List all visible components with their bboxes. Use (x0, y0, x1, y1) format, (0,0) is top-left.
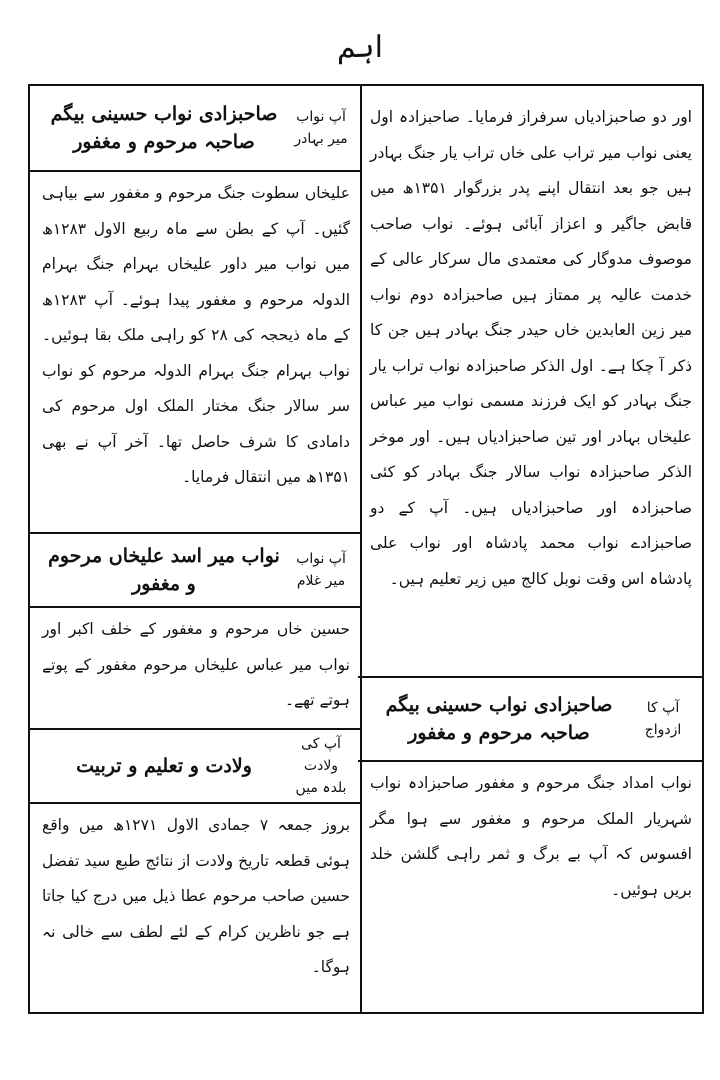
left-heading-row-3 (30, 728, 360, 804)
left-paragraph-2: حسین خاں مرحوم و مغفور کے خلف اکبر اور نواب میر عباس علیخاں مرحوم مغفور کے پوتے ہوتے تھے۔ (42, 620, 350, 709)
right-paragraph-1: اور دو صاحبزادیاں سرفراز فرمایا۔ صاحبزادہ اول یعنی نواب میر تراب علی خاں تراب یار جنگ بہادر ہیں جو بعد انتقال اپنے پدر بزرگوار ۱۳۵۱ھ میں قابض جاگیر و اعزاز آبائی ہوئے۔ نواب صاحب موصوف مدوگار کی معتمدی مال سرکار عالی کے خدمت عالیہ پر ممتاز ہیں صاحبزادہ دوم نواب میر زین العابدین خاں حیدر جنگ بہادر ہیں جن کا ذکر آ چکا ہے۔ اول الذکر صاحبزادہ نواب تراب یار جنگ بہادر کو ایک فرزند مسمی نواب میر عباس علیخاں بہادر اور تین صاحبزادیاں ہیں۔ اور موخر الذکر صاحبزادہ نواب سالار جنگ بہادر کو کئی صاحبزادہ اور صاحبزادیاں ہیں۔ آپ کے دو صاحبزادے نواب محمد پادشاہ اور نواب علی پادشاہ اس وقت نوبل کالج میں زیر تعلیم ہیں۔ (370, 108, 692, 588)
left-paragraph-1: علیخاں سطوت جنگ مرحوم و مغفور سے بیاہی گئیں۔ آپ کے بطن سے ماہ ربیع الاول ۱۲۸۳ھ میں نواب میر داور علیخاں بہرام جنگ بہرام الدولہ مرحوم و مغفور پیدا ہوئے۔ آپ ۱۲۸۳ھ کے ماہ ذیحجہ کی ۲۸ کو راہی ملک بقا ہوئیں۔ نواب بہرام جنگ بہرام الدولہ مرحوم کو نواب سر سالار جنگ مختار الملک اول مرحوم کی دامادی کا شرف حاصل تھا۔ آخر آپ نے بھی ۱۳۵۱ھ میں انتقال فرمایا۔ (42, 184, 350, 486)
right-paragraph-2: نواب امداد جنگ مرحوم و مغفور صاحبزادہ نواب شہریار الملک مرحوم و مغفور سے ہوا مگر افسوس کہ آپ بے برگ و ثمر راہی گلشن خلد بریں ہوئیں۔ (370, 774, 692, 899)
page-number: اہم (337, 30, 383, 65)
left-heading-2: نواب میر اسد علیخاں مرحوم و مغفور (48, 545, 280, 595)
right-heading: صاحبزادی نواب حسینی بیگم صاحبہ مرحوم و مغفور (385, 694, 613, 744)
right-heading-lead: آپ کا ازدواج (644, 700, 682, 738)
left-heading-1-lead: آپ نواب میر بہادر (294, 109, 348, 147)
right-column (358, 86, 702, 1012)
left-heading-row-1 (30, 86, 360, 172)
left-paragraph-3: بروز جمعہ ۷ جمادی الاول ۱۲۷۱ھ میں واقع ہوئی قطعہ تاریخ ولادت از نتائج طبع سید تفضل حسین صاحب مرحوم عطا ذیل میں درج کیا جاتا ہے جو ناظرین کرام کے لئے لطف سے خالی نہ ہوگا۔ (42, 816, 351, 976)
left-heading-2-lead: آپ نواب میر غلام (296, 551, 346, 589)
left-heading-1: صاحبزادی نواب حسینی بیگم صاحبہ مرحوم و مغفور (50, 103, 278, 153)
left-column (30, 86, 362, 1012)
left-heading-row-2 (30, 532, 360, 608)
right-heading-row (358, 676, 702, 762)
page-frame (28, 84, 704, 1014)
left-heading-3-lead: آپ کی ولادت بلدہ میں (295, 736, 347, 796)
left-heading-3: ولادت و تعلیم و تربیت (76, 755, 252, 777)
